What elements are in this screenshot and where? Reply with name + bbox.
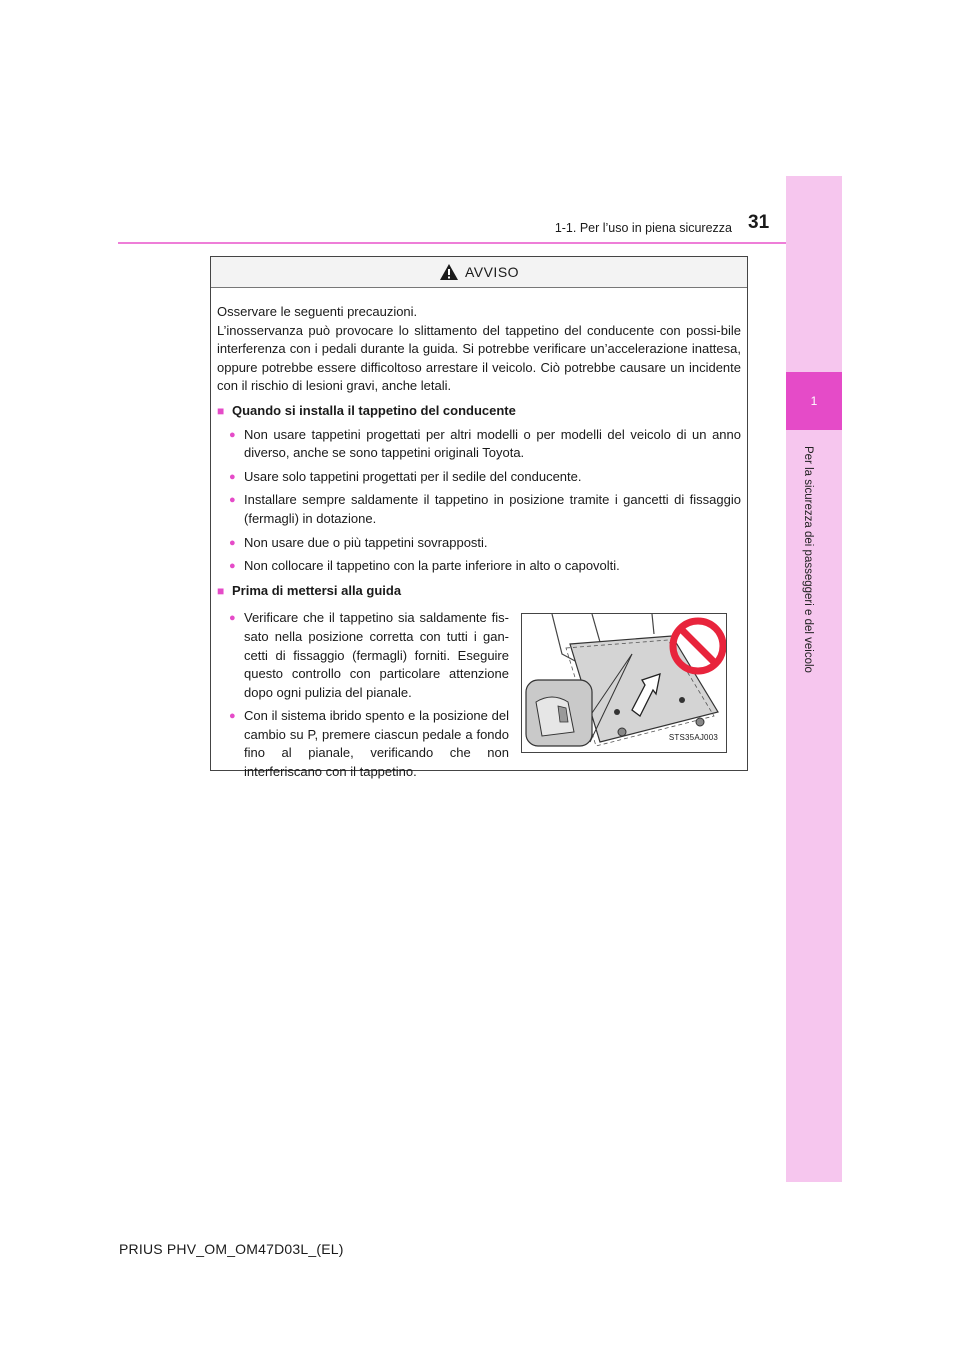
section-heading-install (217, 402, 741, 421)
warning-intro-line2: L’inosservanza può provocare lo slittamento del tappetino del conducente con possi-bile interferenza con i pedali durante la guida. Si potrebbe verificare un’accelerazione inattesa, oppure potrebbe essere difficoltoso arrestare il veicolo. Ciò potrebbe causare un incidente con il rischio di lesioni gravi, anche letali. (217, 322, 741, 394)
list-item (217, 609, 509, 702)
chapter-title: Per la sicurezza dei passeggeri e del veicolo (802, 446, 814, 673)
list-item-text: Con il sistema ibrido spento e la posizione del cambio su P, premere ciascun pedale a fondo fino al pianale, verificando che non interferiscano con il tappetino. (244, 708, 509, 780)
list-item-text: Installare sempre saldamente il tappetino in posizione tramite i gancetti di fissaggio (fermagli) in dotazione. (244, 492, 741, 526)
list-item (217, 468, 741, 487)
chapter-number: 1 (786, 372, 842, 430)
list-item-text: Non usare tappetini progettati per altri modelli o per modelli del veicolo di un anno diverso, anche se sono tappetini originali Toyota. (244, 426, 741, 461)
square-bullet-icon: ■ (217, 583, 225, 598)
warning-header (211, 257, 747, 288)
warning-body (211, 288, 747, 782)
list-item (217, 426, 741, 463)
round-bullet-icon: ● (229, 428, 236, 441)
warning-title: AVVISO (464, 264, 520, 280)
round-bullet-icon: ● (229, 560, 236, 573)
warning-box (210, 256, 748, 780)
warning-intro-line1: Osservare le seguenti precauzioni. (217, 304, 418, 319)
before-driving-list (217, 604, 509, 781)
list-item (217, 557, 741, 576)
list-item-text: Non collocare il tappetino con la parte inferiore in alto o capovolti. (244, 558, 620, 574)
round-bullet-icon: ● (229, 470, 236, 483)
list-item (217, 491, 741, 528)
before-driving-content (217, 604, 741, 781)
round-bullet-icon: ● (229, 612, 236, 625)
section-title: 1-1. Per l’uso in piena sicurezza (554, 221, 732, 235)
list-item-text: Verificare che il tappetino sia saldamente fis-sato nella posizione corretta con tutti i gan-cetti di fissaggio (fermagli) forniti. Eseguire questo controllo con particolare attenzione dopo ogni pulizia del pianale. (244, 610, 509, 700)
section-heading-before-driving (217, 582, 741, 601)
header-rule (118, 242, 786, 244)
page-number: 31 (748, 212, 770, 233)
round-bullet-icon: ● (229, 536, 236, 549)
footer-document-code: PRIUS PHV_OM_OM47D03L_(EL) (119, 1241, 344, 1257)
floor-mat-illustration (521, 613, 727, 753)
section-heading-text: Prima di mettersi alla guida (232, 582, 402, 598)
list-item (217, 534, 741, 553)
square-bullet-icon: ■ (217, 403, 225, 418)
chapter-side-tab (786, 176, 842, 1182)
warning-triangle-icon (439, 263, 459, 281)
round-bullet-icon: ● (229, 710, 236, 723)
round-bullet-icon: ● (229, 494, 236, 507)
list-item-text: Non usare due o più tappetini sovrapposti. (244, 534, 488, 550)
figure-code: STS35AJ003 (668, 732, 718, 742)
section-heading-text: Quando si installa il tappetino del conducente (232, 402, 516, 418)
list-item-text: Usare solo tappetini progettati per il sedile del conducente. (244, 468, 582, 484)
list-item (217, 707, 509, 781)
